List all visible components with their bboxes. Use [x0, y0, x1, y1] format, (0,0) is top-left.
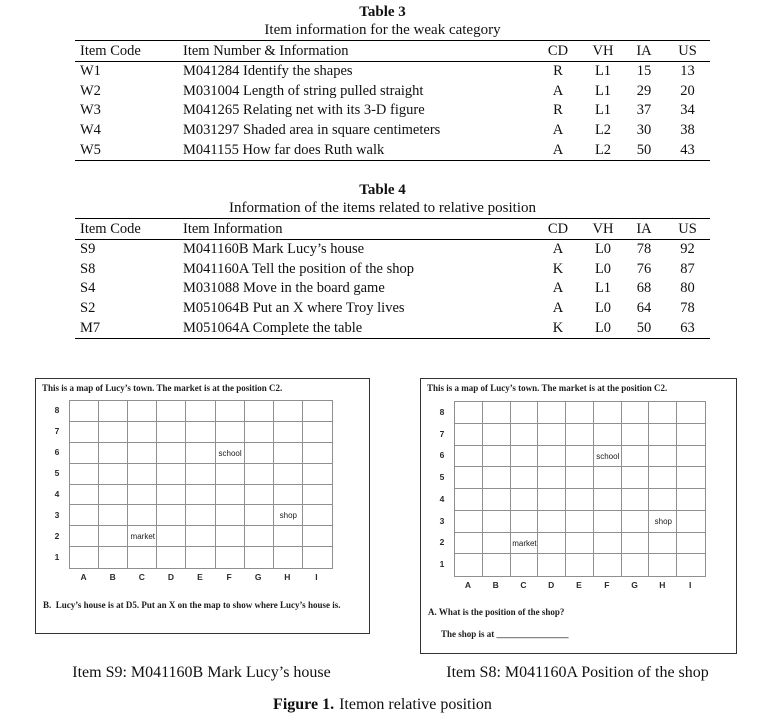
table-row: [75, 101, 710, 121]
grid-cell: [483, 446, 511, 468]
row-label: 4: [54, 488, 60, 499]
col-label: D: [167, 572, 174, 582]
grid-cell: [649, 446, 677, 468]
grid-cell: [274, 547, 303, 568]
table-cell: W5: [80, 141, 101, 158]
grid-cell: [186, 526, 215, 547]
table4-subtitle: Information of the items related to relative position: [229, 200, 536, 216]
grid-cell: [157, 547, 186, 568]
table-cell: 64: [636, 300, 652, 317]
table-cell: M031004 Length of string pulled straight: [183, 82, 424, 99]
table-cell: A: [552, 122, 564, 139]
grid-cell: [677, 424, 705, 446]
answer-line: The shop is at ________________: [441, 629, 569, 639]
grid-cell: [245, 526, 274, 547]
grid-cell: [303, 443, 332, 464]
grid-cell: [186, 464, 215, 485]
map-place-label-shop: shop: [654, 517, 672, 527]
grid-cell: [622, 554, 650, 576]
grid-cell: [455, 489, 483, 511]
table-cell: 34: [680, 102, 695, 119]
table-cell: 63: [680, 319, 695, 336]
col-label: I: [315, 572, 318, 582]
grid-cell: [157, 422, 186, 443]
table-row: [75, 318, 710, 338]
grid-cell: [566, 402, 594, 424]
grid-cell: [511, 446, 539, 468]
table-cell: S9: [80, 241, 96, 258]
row-label: 5: [54, 468, 60, 479]
table-cell: 78: [636, 241, 652, 258]
grid-cell: [649, 489, 677, 511]
col-label: A: [80, 572, 87, 582]
col-label: E: [197, 572, 203, 582]
table-cell: W3: [80, 102, 101, 119]
grid-cell: [303, 547, 332, 568]
table-cell: 43: [680, 141, 695, 158]
grid-cell: [483, 489, 511, 511]
grid-cell: [677, 467, 705, 489]
table-cell: M031088 Move in the board game: [183, 280, 385, 297]
column-header: US: [678, 42, 697, 59]
grid-cell: [186, 547, 215, 568]
table-cell: L2: [594, 122, 612, 139]
row-label: 2: [54, 530, 60, 541]
grid-cell: [538, 511, 566, 533]
grid-cell: [622, 446, 650, 468]
figure-caption-text: Itemon relative position: [339, 696, 492, 713]
row-label: 7: [439, 428, 445, 439]
grid-cell: [99, 464, 128, 485]
col-label: I: [688, 580, 692, 590]
grid-cell: [455, 533, 483, 555]
map-place-label-market: market: [130, 532, 155, 542]
grid-cell: [303, 464, 332, 485]
row-label: 8: [54, 405, 60, 416]
grid-cell: [186, 485, 215, 506]
grid-cell: [455, 402, 483, 424]
grid-cell: [245, 505, 274, 526]
grid-cell: [70, 485, 99, 506]
grid-cell: [483, 533, 511, 555]
grid-cell: [186, 422, 215, 443]
grid-cell: [216, 526, 245, 547]
column-header: Item Code: [80, 220, 141, 237]
map-intro-text: This is a map of Lucy’s town. The market is at the position C2.: [42, 383, 283, 393]
map-grid: [69, 400, 333, 569]
table-cell: 68: [636, 280, 652, 297]
row-label: 8: [439, 406, 445, 417]
grid-cell: [538, 402, 566, 424]
col-label: B: [492, 580, 499, 590]
grid-cell: [216, 401, 245, 422]
grid-cell: [99, 443, 128, 464]
grid-cell: [455, 554, 483, 576]
col-label: H: [659, 580, 666, 590]
grid-cell: [538, 424, 566, 446]
grid-cell: [594, 467, 622, 489]
column-header: VH: [592, 42, 614, 59]
grid-cell: [649, 402, 677, 424]
table-row: [75, 279, 710, 299]
grid-cell: [303, 526, 332, 547]
col-label: B: [109, 572, 116, 582]
map-place-label-school: school: [596, 451, 620, 461]
grid-cell: [157, 464, 186, 485]
col-label: E: [576, 580, 582, 590]
grid-cell: [274, 401, 303, 422]
grid-cell: [70, 401, 99, 422]
table-cell: M051064A Complete the table: [183, 319, 363, 336]
table-cell: S2: [80, 300, 96, 317]
table4-header-row: [75, 219, 710, 240]
grid-cell: [455, 424, 483, 446]
map-col-labels: [454, 580, 704, 592]
grid-cell: [566, 424, 594, 446]
grid-cell: [455, 467, 483, 489]
table-cell: L0: [594, 319, 612, 336]
table-cell: 15: [636, 63, 652, 80]
map-row-labels: [49, 400, 65, 567]
map-question: A. What is the position of the shop?: [428, 607, 565, 617]
row-label: 4: [439, 493, 445, 504]
grid-cell: [70, 464, 99, 485]
grid-cell: [274, 485, 303, 506]
grid-cell: [566, 533, 594, 555]
grid-cell: [70, 505, 99, 526]
row-label: 3: [54, 509, 60, 520]
grid-cell: [128, 401, 157, 422]
table-cell: 80: [680, 280, 695, 297]
table3: [75, 40, 710, 161]
table-cell: 37: [636, 102, 652, 119]
grid-cell: [622, 511, 650, 533]
grid-cell: [483, 511, 511, 533]
figure-caption: [0, 696, 765, 714]
grid-cell: [216, 547, 245, 568]
table-cell: M041155 How far does Ruth walk: [183, 141, 385, 158]
table-cell: A: [552, 300, 564, 317]
map-col-labels: [69, 572, 331, 584]
table3-subtitle: Item information for the weak category: [264, 22, 501, 38]
grid-cell: [566, 489, 594, 511]
grid-cell: [483, 402, 511, 424]
table-cell: 76: [636, 260, 652, 277]
grid-cell: [245, 547, 274, 568]
grid-cell: [594, 511, 622, 533]
grid-cell: [566, 446, 594, 468]
map-row-labels: [434, 401, 450, 575]
grid-cell: [99, 485, 128, 506]
table-cell: W1: [80, 63, 101, 80]
grid-cell: [511, 489, 539, 511]
grid-cell: [245, 485, 274, 506]
table-cell: M041265 Relating net with its 3-D figure: [183, 102, 425, 119]
item-s9-caption: Item S9: M041160B Mark Lucy’s house: [72, 664, 331, 681]
table-cell: W4: [80, 122, 101, 139]
col-label: A: [464, 580, 471, 590]
map-panel-item-s9: [35, 378, 370, 634]
table-cell: K: [552, 260, 564, 277]
row-label: 7: [54, 426, 60, 437]
grid-cell: [622, 402, 650, 424]
grid-cell: [70, 443, 99, 464]
grid-cell: [677, 533, 705, 555]
table-cell: L2: [594, 141, 612, 158]
grid-cell: [594, 424, 622, 446]
grid-cell: [622, 489, 650, 511]
grid-cell: [483, 554, 511, 576]
table-cell: L1: [594, 82, 612, 99]
map-place-label-market: market: [512, 538, 537, 548]
map-place-label-school: school: [218, 448, 242, 458]
table-cell: S8: [80, 260, 96, 277]
grid-cell: [538, 467, 566, 489]
map-panel-item-s8: [420, 378, 737, 654]
grid-cell: [622, 533, 650, 555]
grid-cell: [245, 443, 274, 464]
table-cell: L0: [594, 241, 612, 258]
grid-cell: [157, 401, 186, 422]
table-row: [75, 240, 710, 260]
row-label: 3: [439, 515, 445, 526]
table-cell: M031297 Shaded area in square centimeters: [183, 122, 441, 139]
grid-cell: [128, 464, 157, 485]
table-cell: K: [552, 319, 564, 336]
grid-cell: [649, 533, 677, 555]
table-row: [75, 260, 710, 280]
table-cell: A: [552, 82, 564, 99]
grid-cell: [99, 422, 128, 443]
grid-cell: [511, 424, 539, 446]
table-cell: M7: [80, 319, 101, 336]
column-header: Item Code: [80, 42, 141, 59]
grid-cell: [274, 464, 303, 485]
grid-cell: [511, 511, 539, 533]
table-cell: L0: [594, 260, 612, 277]
column-header: US: [678, 220, 697, 237]
grid-cell: [216, 505, 245, 526]
table4: [75, 218, 710, 339]
column-header: IA: [636, 42, 652, 59]
table-cell: 78: [680, 300, 695, 317]
table-cell: M041160A Tell the position of the shop: [183, 260, 414, 277]
grid-cell: [216, 464, 245, 485]
grid-cell: [483, 424, 511, 446]
table-cell: 50: [636, 141, 652, 158]
table-cell: R: [553, 102, 563, 119]
column-header: CD: [547, 220, 569, 237]
grid-cell: [677, 402, 705, 424]
column-header: IA: [636, 220, 652, 237]
col-label: C: [138, 572, 145, 582]
table-cell: 29: [636, 82, 652, 99]
table-cell: L0: [594, 300, 612, 317]
column-header: Item Information: [183, 220, 283, 237]
col-label: D: [548, 580, 555, 590]
grid-cell: [186, 401, 215, 422]
grid-cell: [677, 554, 705, 576]
row-label: 6: [54, 447, 60, 458]
grid-cell: [677, 446, 705, 468]
grid-cell: [538, 489, 566, 511]
table-cell: L1: [594, 63, 612, 80]
grid-cell: [274, 526, 303, 547]
row-label: 2: [439, 537, 445, 548]
grid-cell: [566, 554, 594, 576]
row-label: 5: [439, 472, 445, 483]
table-cell: W2: [80, 82, 101, 99]
grid-cell: [186, 443, 215, 464]
table4-title: Table 4: [359, 182, 406, 198]
grid-cell: [186, 505, 215, 526]
table-row: [75, 121, 710, 141]
grid-cell: [128, 505, 157, 526]
grid-cell: [594, 533, 622, 555]
col-label: F: [604, 580, 610, 590]
grid-cell: [483, 467, 511, 489]
column-header: VH: [592, 220, 614, 237]
grid-cell: [128, 485, 157, 506]
table-cell: L1: [594, 102, 612, 119]
grid-cell: [303, 485, 332, 506]
grid-cell: [245, 464, 274, 485]
grid-cell: [99, 547, 128, 568]
table-cell: M041160B Mark Lucy’s house: [183, 241, 365, 258]
grid-cell: [70, 422, 99, 443]
figure-caption-label: Figure 1.: [273, 696, 335, 713]
grid-cell: [70, 526, 99, 547]
grid-cell: [128, 422, 157, 443]
grid-cell: [511, 554, 539, 576]
table-row: [75, 140, 710, 160]
grid-cell: [649, 554, 677, 576]
grid-cell: [455, 446, 483, 468]
map-intro-text: This is a map of Lucy’s town. The market is at the position C2.: [427, 383, 668, 393]
grid-cell: [677, 511, 705, 533]
table3-header-row: [75, 41, 710, 62]
table-cell: 92: [680, 241, 695, 258]
row-label: 1: [54, 551, 60, 562]
grid-cell: [594, 489, 622, 511]
col-label: F: [226, 572, 232, 582]
grid-cell: [128, 547, 157, 568]
table-cell: 87: [680, 260, 695, 277]
grid-cell: [303, 422, 332, 443]
map-question: B. Lucy’s house is at D5. Put an X on the map to show where Lucy’s house is.: [43, 600, 341, 610]
grid-cell: [511, 467, 539, 489]
grid-cell: [511, 402, 539, 424]
grid-cell: [157, 505, 186, 526]
grid-cell: [157, 485, 186, 506]
table-cell: 20: [680, 82, 695, 99]
grid-cell: [157, 443, 186, 464]
grid-cell: [274, 422, 303, 443]
col-label: G: [254, 572, 262, 582]
grid-cell: [538, 533, 566, 555]
grid-cell: [245, 422, 274, 443]
table-cell: M041284 Identify the shapes: [183, 63, 353, 80]
grid-cell: [649, 467, 677, 489]
grid-cell: [70, 547, 99, 568]
grid-cell: [594, 554, 622, 576]
grid-cell: [622, 424, 650, 446]
table-cell: 50: [636, 319, 652, 336]
table-cell: R: [553, 63, 563, 80]
grid-cell: [245, 401, 274, 422]
grid-cell: [566, 511, 594, 533]
table-row: [75, 299, 710, 319]
grid-cell: [649, 424, 677, 446]
grid-cell: [157, 526, 186, 547]
grid-cell: [677, 489, 705, 511]
grid-cell: [99, 401, 128, 422]
grid-cell: [538, 554, 566, 576]
table-cell: 13: [680, 63, 695, 80]
row-label: 6: [439, 450, 445, 461]
grid-cell: [455, 511, 483, 533]
map-grid: [454, 401, 706, 577]
map-place-label-shop: shop: [279, 511, 297, 521]
table3-title: Table 3: [359, 4, 406, 20]
column-header: CD: [547, 42, 569, 59]
grid-cell: [566, 467, 594, 489]
col-label: H: [284, 572, 291, 582]
row-label: 1: [439, 559, 445, 570]
grid-cell: [538, 446, 566, 468]
grid-cell: [303, 505, 332, 526]
table-cell: A: [552, 280, 564, 297]
grid-cell: [128, 443, 157, 464]
table-row: [75, 62, 710, 82]
grid-cell: [99, 505, 128, 526]
grid-cell: [303, 401, 332, 422]
grid-cell: [216, 422, 245, 443]
col-label: G: [631, 580, 638, 590]
grid-cell: [274, 443, 303, 464]
table-cell: S4: [80, 280, 96, 297]
column-header: Item Number & Information: [183, 42, 349, 59]
table-cell: L1: [594, 280, 612, 297]
table-cell: A: [552, 141, 564, 158]
table-cell: M051064B Put an X where Troy lives: [183, 300, 405, 317]
table-cell: 30: [636, 122, 652, 139]
grid-cell: [216, 485, 245, 506]
grid-cell: [99, 526, 128, 547]
table-row: [75, 82, 710, 102]
item-s8-caption: Item S8: M041160A Position of the shop: [446, 664, 709, 681]
col-label: C: [520, 580, 527, 590]
table-cell: A: [552, 241, 564, 258]
grid-cell: [594, 402, 622, 424]
table-cell: 38: [680, 122, 695, 139]
grid-cell: [622, 467, 650, 489]
